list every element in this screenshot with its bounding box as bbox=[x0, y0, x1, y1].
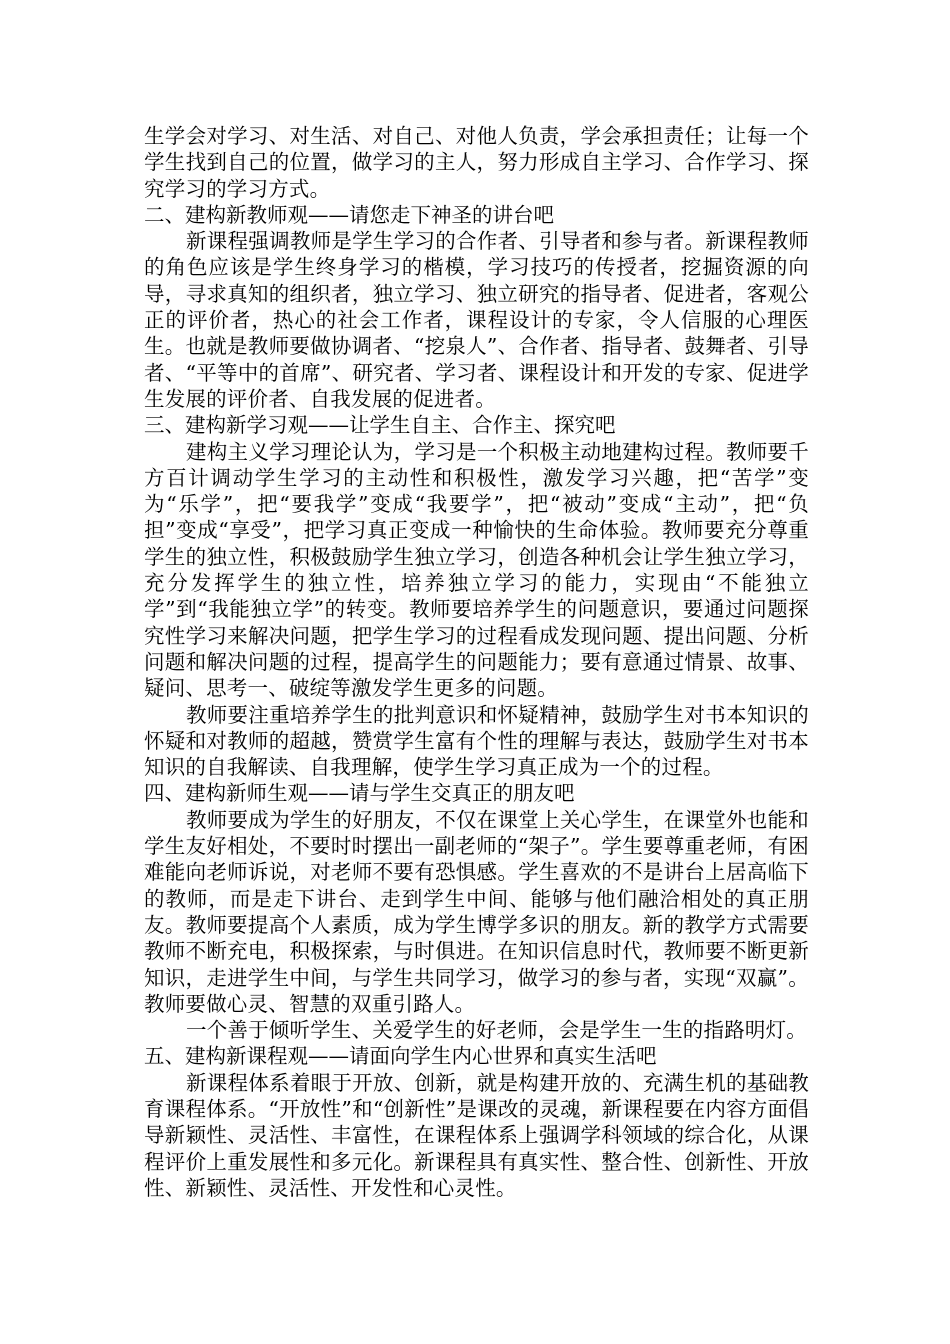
section-heading-5: 五、建构新课程观——请面向学生内心世界和真实生活吧 bbox=[144, 1044, 657, 1069]
section-heading-4: 四、建构新师生观——请与学生交真正的朋友吧 bbox=[144, 781, 575, 806]
paragraph-continuation: 生学会对学习、对生活、对自己、对他人负责，学会承担责任；让每一个学生找到自己的位置，做学习的主人，努力形成自主学习、合作学习、探究学习的学习方式。 bbox=[144, 124, 809, 201]
section-heading-3: 三、建构新学习观——让学生自主、合作主、探究吧 bbox=[144, 413, 616, 438]
section-heading-2: 二、建构新教师观——请您走下神圣的讲台吧 bbox=[144, 202, 554, 227]
document-page bbox=[144, 123, 809, 1201]
paragraph-teacher-friend: 教师要成为学生的好朋友，不仅在课堂上关心学生，在课堂外也能和学生友好相处，不要时时摆出一副老师的“架子”。学生要尊重老师，有困难能向老师诉说，对老师不要有恐惧感。学生喜欢的不是讲台上居高临下的教师，而是走下讲台、走到学生中间、能够与他们融洽相处的真正朋友。教师要提高个人素质，成为学生博学多识的朋友。新的教学方式需要教师不断充电，积极探索，与时俱进。在知识信息时代，教师要不断更新知识，走进学生中间，与学生共同学习，做学习的参与者，实现“双赢”。教师要做心灵、智慧的双重引路人。 bbox=[144, 807, 809, 1016]
paragraph-teacher-role: 新课程强调教师是学生学习的合作者、引导者和参与者。新课程教师的角色应该是学生终身学习的楷模，学习技巧的传授者，挖掘资源的向导，寻求真知的组织者，独立学习、独立研究的指导者、促进者，客观公正的评价者，热心的社会工作者，课程设计的专家，令人信服的心理医生。也就是教师要做协调者、“挖泉人”、合作者、指导者、鼓舞者、引导者、“平等中的首席”、研究者、学习者、课程设计和开发的专家、促进学生发展的评价者、自我发展的促进者。 bbox=[144, 229, 809, 411]
paragraph-new-curriculum: 新课程体系着眼于开放、创新，就是构建开放的、充满生机的基础教育课程体系。“开放性”和“创新性”是课改的灵魂，新课程要在内容方面倡导新颖性、灵活性、丰富性，在课程体系上强调学科领域的综合化，从课程评价上重发展性和多元化。新课程具有真实性、整合性、创新性、开放性、新颖性、灵活性、开发性和心灵性。 bbox=[144, 1070, 809, 1200]
paragraph-good-teacher: 一个善于倾听学生、关爱学生的好老师，会是学生一生的指路明灯。 bbox=[186, 1018, 807, 1043]
paragraph-critical-thinking: 教师要注重培养学生的批判意识和怀疑精神，鼓励学生对书本知识的怀疑和对教师的超越，赞赏学生富有个性的理解与表达，鼓励学生对书本知识的自我解读、自我理解，使学生学习真正成为一个的过程。 bbox=[144, 702, 809, 780]
paragraph-constructivism: 建构主义学习理论认为，学习是一个积极主动地建构过程。教师要千方百计调动学生学习的主动性和积极性，激发学习兴趣，把“苦学”变为“乐学”，把“要我学”变成“我要学”，把“被动”变成“主动”，把“负担”变成“享受”，把学习真正变成一种愉快的生命体验。教师要充分尊重学生的独立性，积极鼓励学生独立学习，创造各种机会让学生独立学习，充分发挥学生的独立性，培养独立学习的能力，实现由“不能独立学”到“我能独立学”的转变。教师要培养学生的问题意识，要通过问题探究性学习来解决问题，把学生学习的过程看成发现问题、提出问题、分析问题和解决问题的过程，提高学生的问题能力；要有意通过情景、故事、疑问、思考一、破绽等激发学生更多的问题。 bbox=[144, 439, 809, 701]
